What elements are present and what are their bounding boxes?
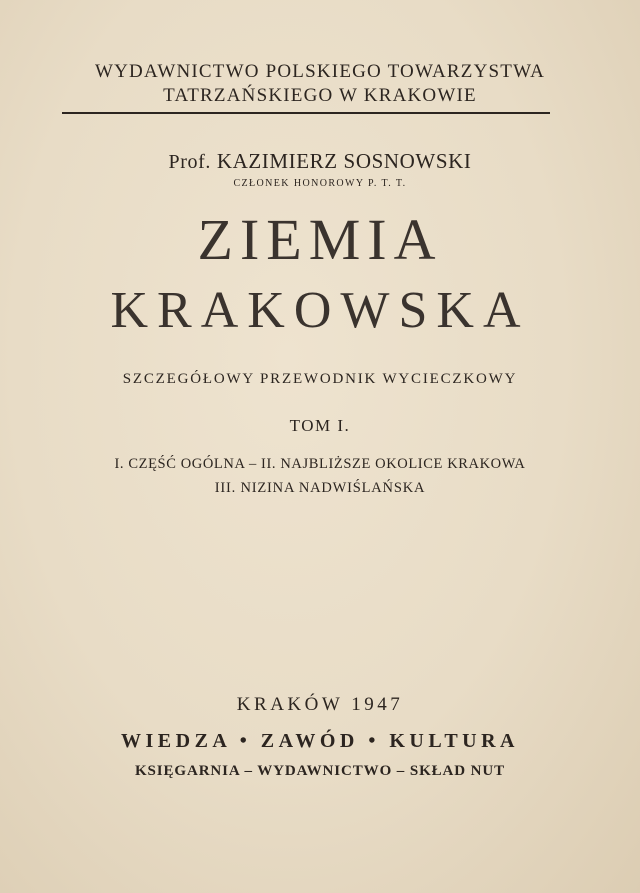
author-prefix: Prof. xyxy=(168,151,211,173)
publisher-line-1: WYDAWNICTWO POLSKIEGO TOWARZYSTWA xyxy=(94,61,546,82)
author-role: CZŁONEK HONOROWY P. T. T. xyxy=(233,178,407,189)
publisher-line-2: TATRZAŃSKIEGO W KRAKOWIE xyxy=(163,85,477,106)
contents-line-1: I. CZĘŚĆ OGÓLNA – II. NAJBLIŻSZE OKOLICE KRAKOWA xyxy=(114,456,526,472)
contents-line-2: III. NIZINA NADWIŚLAŃSKA xyxy=(214,480,426,496)
author-name: KAZIMIERZ SOSNOWSKI xyxy=(216,149,472,173)
author-line xyxy=(0,149,640,174)
title-line-2: KRAKOWSKA xyxy=(110,282,530,339)
imprint-services: KSIĘGARNIA – WYDAWNICTWO – SKŁAD NUT xyxy=(134,763,506,779)
divider-rule xyxy=(62,112,550,114)
volume-label: TOM I. xyxy=(289,416,351,435)
subtitle: SZCZEGÓŁOWY PRZEWODNIK WYCIECZKOWY xyxy=(122,371,518,387)
title-line-1: ZIEMIA xyxy=(197,207,443,272)
imprint-place-year: KRAKÓW 1947 xyxy=(236,694,404,715)
imprint-motto: WIEDZA • ZAWÓD • KULTURA xyxy=(121,730,519,752)
publisher-heading xyxy=(0,60,640,108)
